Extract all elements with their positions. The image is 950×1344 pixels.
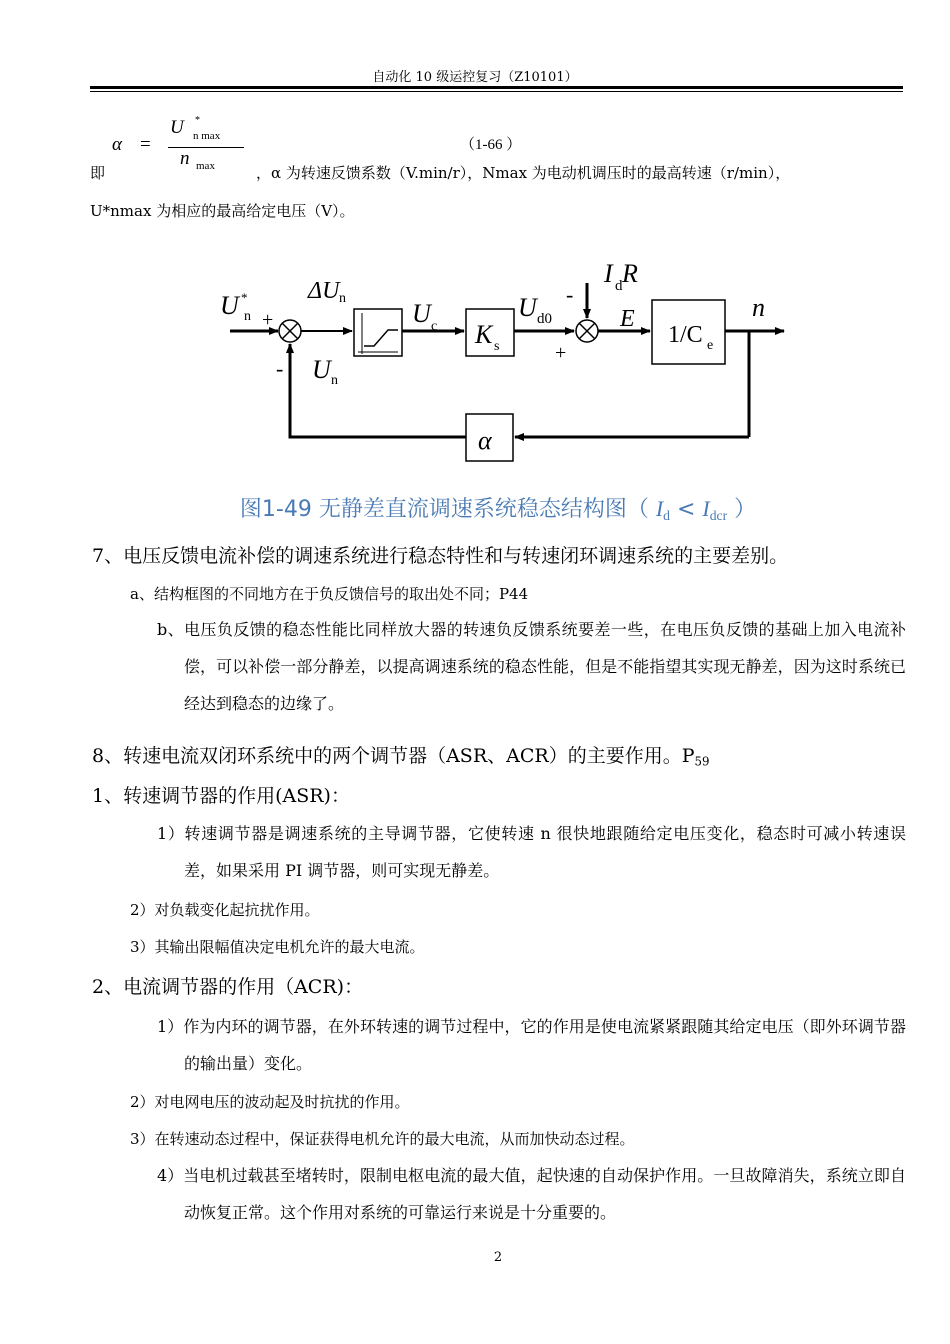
formula-number: （1-66 ） [460, 137, 522, 153]
block-diagram [0, 250, 950, 480]
label-ud0-sub: d0 [537, 311, 552, 327]
label-un-feedback: U [312, 355, 331, 384]
formula-numerator-sub: n max [193, 130, 221, 142]
label-uc: U [412, 299, 431, 328]
asr-title: 1、转速调节器的作用(ASR)： [92, 785, 350, 807]
label-un-feedback-sub: n [331, 373, 338, 388]
acr-item-2: 2）对电网电压的波动起及时抗扰的作用。 [130, 1093, 410, 1111]
label-e: E [620, 306, 635, 332]
intro-line-2: U*nmax 为相应的最高给定电压（V）。 [90, 202, 355, 220]
asr-item-2: 2）对负载变化起抗扰作用。 [130, 901, 320, 919]
header-rule-thin [90, 91, 903, 92]
label-ce-block: 1/C [668, 322, 703, 348]
label-plus-right: + [555, 342, 567, 364]
label-minus-right: - [566, 282, 574, 307]
acr-item-3: 3）在转速动态过程中，保证获得电机允许的最大电流，从而加快动态过程。 [130, 1130, 635, 1148]
header-rule-thick [90, 86, 903, 89]
formula-alpha: α [112, 134, 122, 155]
formula-denominator: n [180, 148, 190, 169]
intro-ji: 即 [90, 164, 106, 182]
label-ks: K [475, 320, 493, 349]
asr-item-1: 1）转速调节器是调速系统的主导调节器，它使转速 n 很快地跟随给定电压变化，稳态时可减小转速误差，如果采用 PI 调节器，则可实现无静差。 [157, 824, 906, 880]
formula-numerator: U [170, 117, 184, 138]
label-delta-un: ΔU [308, 278, 340, 304]
formula-equals: = [140, 134, 151, 155]
label-delta-un-sub: n [339, 291, 346, 306]
asr-item-3: 3）其输出限幅值决定电机允许的最大电流。 [130, 938, 425, 956]
formula-denominator-sub: max [196, 160, 215, 172]
label-n-out: n [752, 293, 765, 322]
acr-item-4: 4）当电机过载甚至堵转时，限制电枢电流的最大值，起快速的自动保护作用。一旦故障消失，系统立即自动恢复正常。这个作用对系统的可靠运行来说是十分重要的。 [157, 1166, 906, 1222]
label-ce-sub: e [707, 338, 714, 353]
label-uc-sub: c [431, 319, 438, 334]
page-number: 2 [493, 1250, 503, 1265]
intro-line-1: ，α 为转速反馈系数（V.min/r），Nmax 为电动机调压时的最高转速（r/min）， [256, 164, 791, 182]
summing-junction-1 [279, 320, 301, 342]
figure-caption: 图1-49 无静差直流调速系统稳态结构图（ $I_d < I_{dcr}$ ） [239, 496, 757, 524]
label-un-star-sub: n [244, 309, 251, 324]
q7-item-a: a、结构框图的不同地方在于负反馈信号的取出处不同；P44 [130, 585, 529, 603]
q7-title: 7、电压反馈电流补偿的调速系统进行稳态特性和与转速闭环调速系统的主要差别。 [92, 545, 789, 567]
label-idr: I [604, 259, 613, 288]
label-idr-sub: d [615, 278, 623, 294]
label-minus-left: - [276, 356, 284, 381]
q8-title: 8、转速电流双闭环系统中的两个调节器（ASR、ACR）的主要作用。$P_{59}$ [92, 745, 710, 769]
pi-limiter-block [354, 309, 402, 356]
q7-item-b: b、电压负反馈的稳态性能比同样放大器的转速负反馈系统要差一些，在电压负反馈的基础上加入电流补偿，可以补偿一部分静差，以提高调速系统的稳态性能，但是不能指望其实现无静差，因为这时系统已经达到稳态的边缘了。 [157, 620, 906, 713]
summing-junction-2 [576, 320, 598, 342]
page-header: 自动化 10 级运控复习（Z10101） [372, 70, 578, 85]
label-ud0: U [518, 293, 537, 322]
acr-title: 2、电流调节器的作用（ACR)： [92, 976, 364, 998]
label-ks-sub: s [494, 339, 500, 354]
label-un-star: U [220, 291, 239, 320]
formula-numerator-star: * [195, 115, 200, 126]
acr-item-1: 1）作为内环的调节器，在外环转速的调节过程中，它的作用是使电流紧紧跟随其给定电压（即外环调节器的输出量）变化。 [157, 1017, 906, 1073]
label-alpha-block: α [478, 426, 492, 455]
label-idr-r: R [622, 259, 638, 288]
label-plus-left: + [262, 309, 274, 331]
label-un-star-sup: * [241, 290, 248, 305]
